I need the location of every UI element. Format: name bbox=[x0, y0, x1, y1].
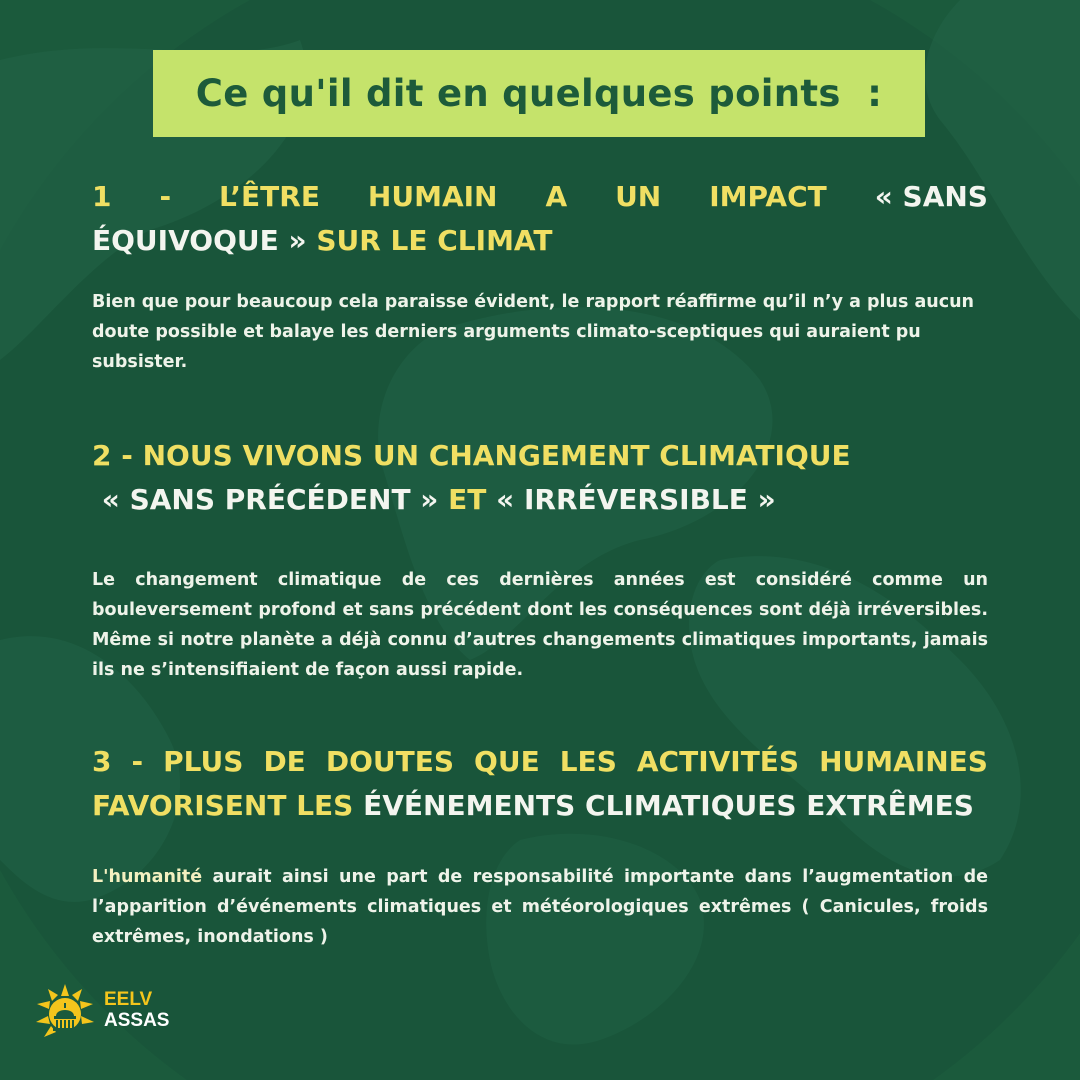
point-1-heading bbox=[92, 175, 988, 263]
point-3-heading-line-1 bbox=[92, 740, 988, 784]
point-1-heading-line-2 bbox=[92, 219, 988, 263]
point-3-word: ACTIVITÉS bbox=[636, 745, 800, 778]
point-1-word: HUMAIN bbox=[367, 180, 498, 213]
point-2-et: ET bbox=[438, 483, 497, 516]
point-2-quote-a: « SANS PRÉCÉDENT » bbox=[92, 483, 439, 516]
point-1-body: Bien que pour beaucoup cela paraisse évident, le rapport réaffirme qu’il n’y a plus aucun doute possible et balaye les derniers arguments climato-sceptiques qui auraient pu subsister. bbox=[92, 292, 975, 372]
point-3-body-lead: L'humanité bbox=[92, 867, 203, 887]
point-3-word: QUE bbox=[474, 745, 540, 778]
point-3-word: HUMAINES bbox=[819, 745, 988, 778]
point-1-dash: - bbox=[159, 180, 172, 213]
eelv-assas-logo bbox=[34, 982, 204, 1042]
point-2-heading-line-1: 2 - NOUS VIVONS UN CHANGEMENT CLIMATIQUE bbox=[92, 439, 851, 472]
point-1-quote-word: ÉQUIVOQUE » bbox=[92, 224, 307, 257]
title-banner bbox=[153, 50, 925, 137]
point-3-word: DOUTES bbox=[325, 745, 455, 778]
point-1-quote-open: « SANS bbox=[874, 180, 988, 213]
point-1-word: L’ÊTRE bbox=[219, 180, 320, 213]
logo-eelv: EELV bbox=[104, 989, 153, 1010]
point-3-events: ÉVÉNEMENTS CLIMATIQUES EXTRÊMES bbox=[363, 789, 974, 822]
point-1-word: UN bbox=[615, 180, 662, 213]
point-1-number: 1 bbox=[92, 180, 112, 213]
point-3-favorisent: FAVORISENT LES bbox=[92, 789, 364, 822]
point-3-heading-line-2 bbox=[92, 784, 988, 828]
point-2-body: Le changement climatique de ces dernières années est considéré comme un bouleversement profond et sans précédent dont les conséquences sont déjà irréversibles. Même si notre planète a déjà connu d’autres changements climatiques importants, jamais ils ne s’intensifiaient de façon aussi rapide. bbox=[92, 570, 988, 680]
point-1-heading-line-1 bbox=[92, 175, 988, 219]
point-1-tail: SUR LE CLIMAT bbox=[306, 224, 553, 257]
point-2-heading-line-2 bbox=[92, 478, 988, 522]
page-title: Ce qu'il dit en quelques points : bbox=[195, 72, 883, 115]
sun-capitol-icon bbox=[34, 982, 96, 1042]
point-1-word: A bbox=[545, 180, 568, 213]
point-3-word: - bbox=[131, 745, 144, 778]
point-3-word: DE bbox=[263, 745, 306, 778]
point-3-word: PLUS bbox=[163, 745, 244, 778]
point-3-heading bbox=[92, 740, 988, 828]
point-2-heading bbox=[92, 434, 988, 522]
point-3-body bbox=[92, 862, 988, 952]
point-3-word: LES bbox=[559, 745, 617, 778]
point-3-body-text: aurait ainsi une part de responsabilité importante dans l’augmentation de l’apparition d’événements climatiques et météorologiques extrêmes ( Canicules, froids extrêmes, inondations ) bbox=[92, 867, 988, 947]
point-1-word: IMPACT bbox=[709, 180, 827, 213]
point-2-quote-c: « IRRÉVERSIBLE » bbox=[496, 483, 776, 516]
logo-assas: ASSAS bbox=[104, 1010, 170, 1031]
point-3-word: 3 bbox=[92, 745, 112, 778]
logo-text bbox=[104, 990, 169, 1032]
